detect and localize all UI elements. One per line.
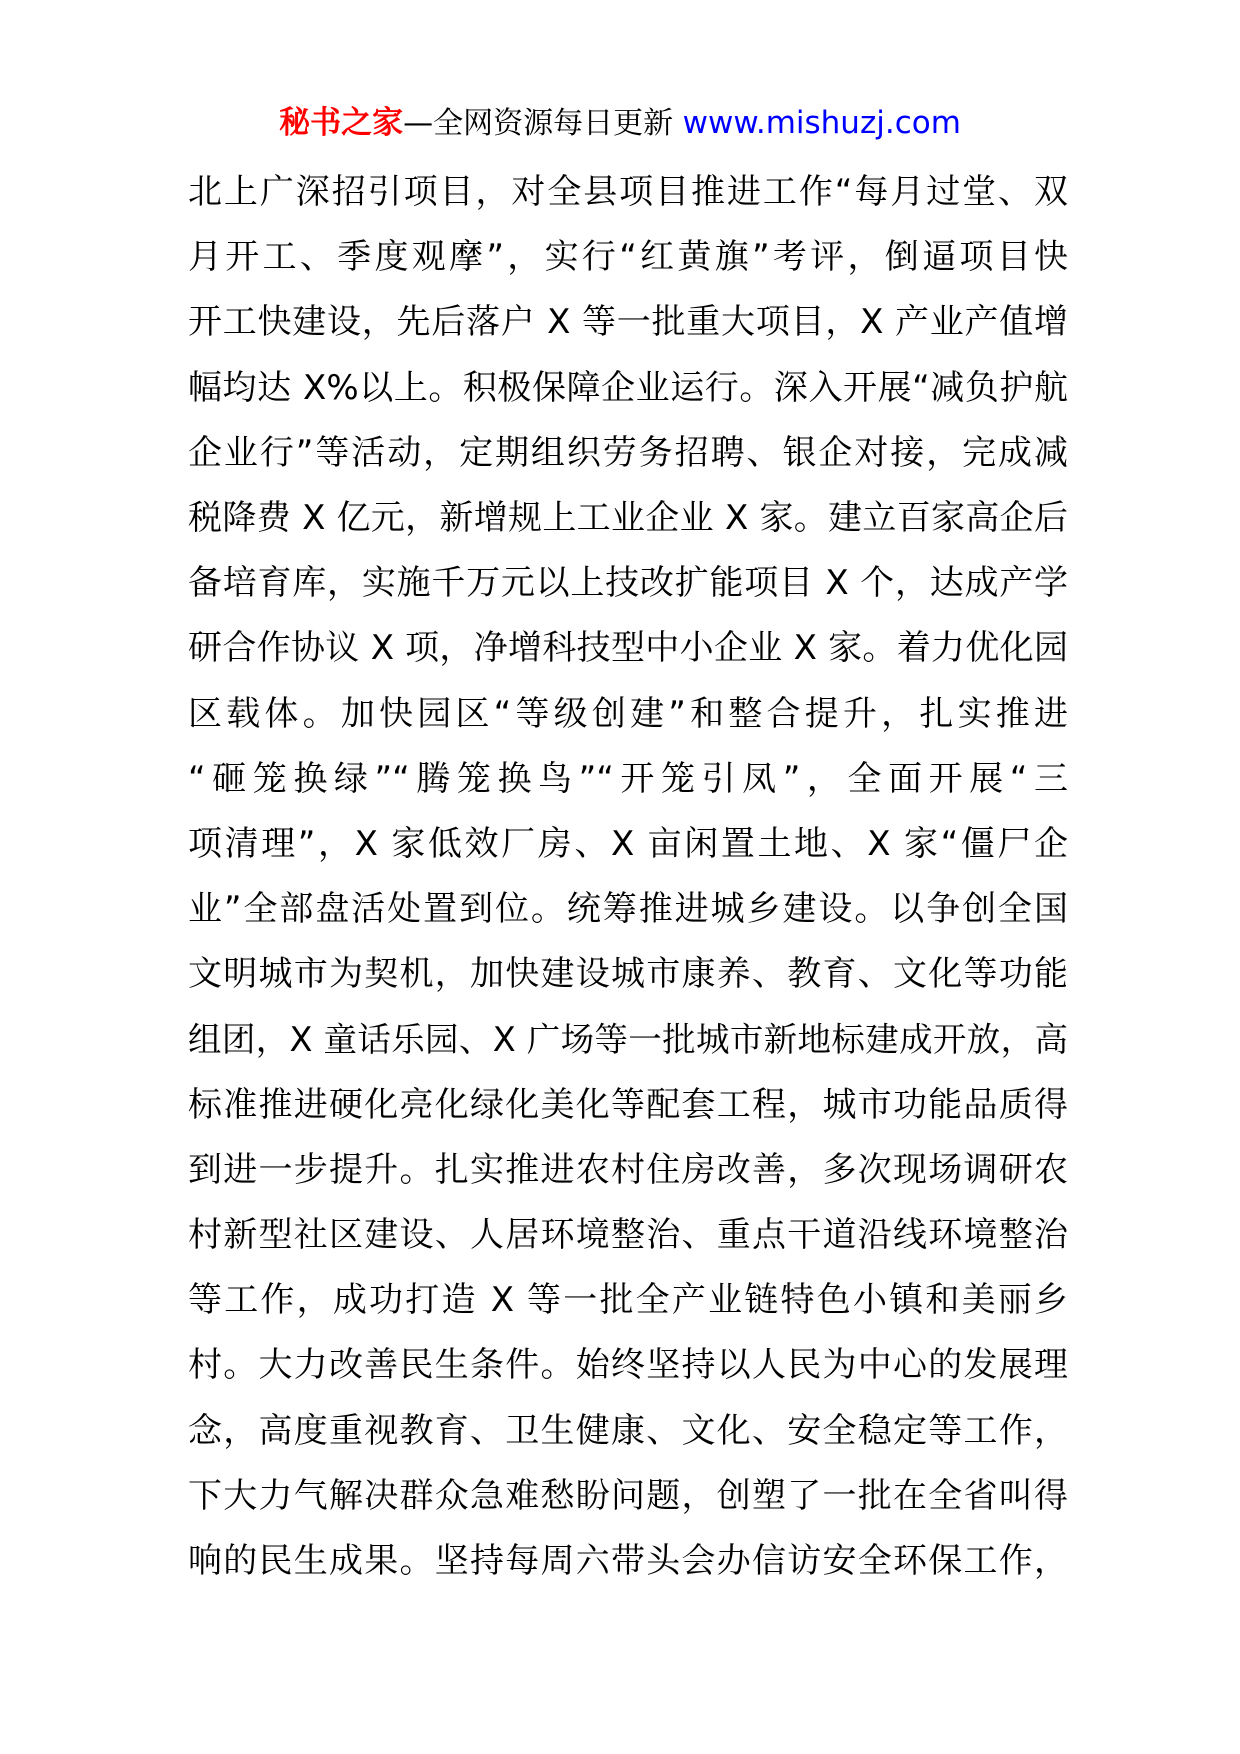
text-line: 业”全部盘活处置到位。统筹推进城乡建设。以争创全国: [188, 889, 1068, 930]
text-line: 到进一步提升。扎实推进农村住房改善，多次现场调研农: [188, 1149, 1068, 1190]
text-line: “砸笼换绿”“腾笼换鸟”“开笼引凤”，全面开展“三: [188, 758, 1068, 799]
text-line: 月开工、季度观摩”，实行“红黄旗”考评，倒逼项目快: [188, 237, 1068, 278]
text-line: 村新型社区建设、人居环境整治、重点干道沿线环境整治: [188, 1215, 1068, 1255]
site-url-link[interactable]: www.mishuzj.com: [682, 105, 961, 141]
text-line: 村。大力改善民生条件。始终坚持以人民为中心的发展理: [188, 1345, 1068, 1386]
text-line: 北上广深招引项目，对全县项目推进工作“每月过堂、双: [188, 172, 1068, 212]
text-line: 下大力气解决群众急难愁盼问题，创塑了一批在全省叫得: [188, 1475, 1068, 1516]
text-line: 响的民生成果。坚持每周六带头会办信访安全环保工作，: [188, 1540, 1068, 1581]
text-line: 等工作，成功打造 X 等一批全产业链特色小镇和美丽乡: [188, 1280, 1068, 1321]
text-line: 文明城市为契机，加快建设城市康养、教育、文化等功能: [188, 954, 1068, 995]
header-banner: [0, 98, 1240, 149]
text-line: 企业行”等活动，定期组织劳务招聘、银企对接，完成减: [188, 432, 1068, 473]
text-line: 税降费 X 亿元，新增规上工业企业 X 家。建立百家高企后: [188, 497, 1068, 538]
text-line: 项清理”，X 家低效厂房、X 亩闲置土地、X 家“僵尸企: [188, 823, 1068, 864]
text-line: 幅均达 X%以上。积极保障企业运行。深入开展“减负护航: [188, 367, 1068, 408]
text-line: 区载体。加快园区“等级创建”和整合提升，扎实推进: [188, 693, 1068, 734]
body-text: [188, 160, 1068, 1594]
header-tagline: —全网资源每日更新: [403, 106, 674, 141]
brand-name: 秘书之家: [279, 105, 404, 141]
text-line: 研合作协议 X 项，净增科技型中小企业 X 家。着力优化园: [188, 628, 1068, 669]
text-line: 组团，X 童话乐园、X 广场等一批城市新地标建成开放，高: [188, 1020, 1068, 1060]
text-line: 标准推进硬化亮化绿化美化等配套工程，城市功能品质得: [188, 1084, 1068, 1125]
text-line: 备培育库，实施千万元以上技改扩能项目 X 个，达成产学: [188, 563, 1068, 604]
text-line: 念，高度重视教育、卫生健康、文化、安全稳定等工作，: [188, 1410, 1068, 1451]
text-line: 开工快建设，先后落户 X 等一批重大项目，X 产业产值增: [188, 302, 1068, 343]
